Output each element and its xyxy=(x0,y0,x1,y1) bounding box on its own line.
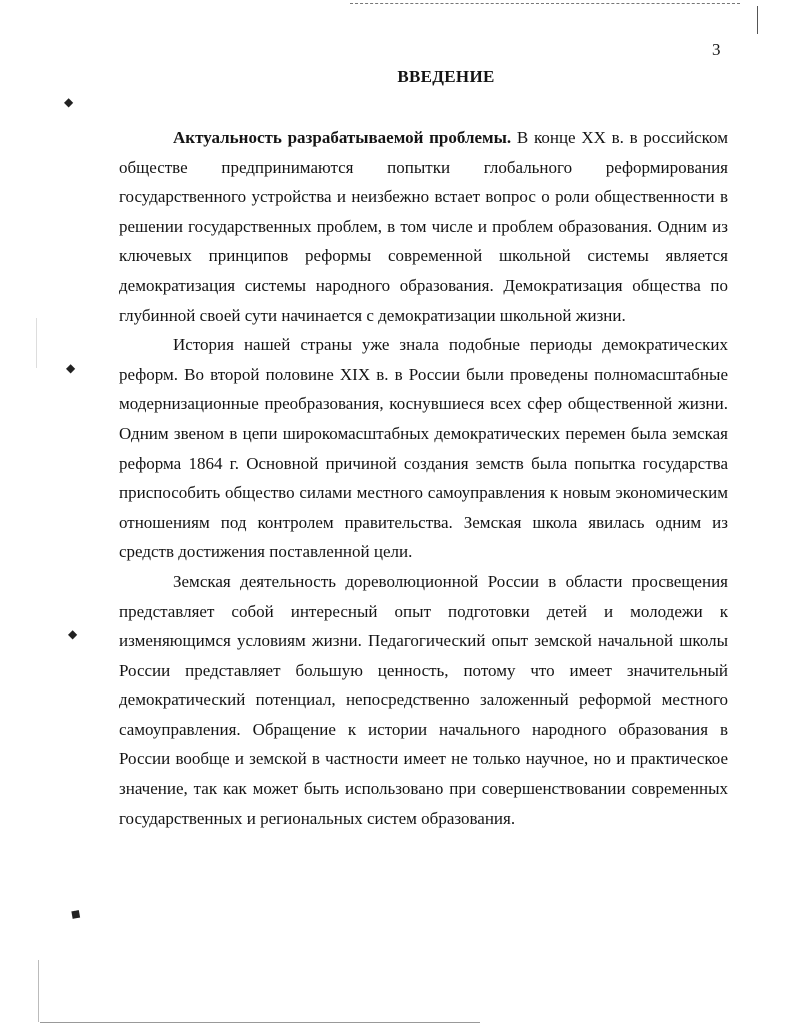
scan-edge-right xyxy=(757,6,758,34)
page-title: ВВЕДЕНИЕ xyxy=(397,67,495,86)
binder-hole-mark: ◆ xyxy=(68,627,78,641)
paragraph-3: Земская деятельность дореволюционной России в области просвещения представляет собой интересный опыт подготовки детей и молодежи к изменяющимся условиям жизни. Педагогический опыт земской начальной школы России представляет большую ценность, потому что имеет значительный демократический потенциал, непосредственно заложенный реформой местного самоуправления. Обращение к истории начального народного образования в России вообще и земской в частности имеет не только научное, но и практическое значение, так как может быть использовано при совершенствовании современных государственных и региональных систем образования. xyxy=(119,571,728,828)
paragraph-lead: Актуальность разрабатываемой проблемы. xyxy=(173,128,512,147)
paragraph-text: В конце XX в. в российском обществе предпринимаются попытки глобального реформирования государственного устройства и неизбежно встает вопрос о роли общественности в решении государственных проблем, в том числе и проблем образования. Одним из ключевых принципов реформы современной школьной системы является демократизация системы народного образования. Демократизация общества по глубинной своей сути начинается с демократизации школьной жизни. xyxy=(119,128,728,325)
scan-edge-bottom xyxy=(40,1022,480,1023)
document-body xyxy=(119,123,728,833)
scan-edge-top xyxy=(350,3,740,4)
paragraph-2: История нашей страны уже знала подобные периоды демократических реформ. Во второй половине XIX в. в России были проведены полномасштабные модернизационные преобразования, коснувшиеся всех сфер общественной жизни. Одним звеном в цепи широкомасштабных демократических перемен была земская реформа 1864 г. Основной причиной создания земств была попытка государства приспособить общество силами местного самоуправления к новым экономическим отношениям под контролем правительства. Земская школа явилась одним из средств достижения поставленной цели. xyxy=(119,335,728,562)
binder-hole-mark: ◆ xyxy=(64,95,74,109)
scan-edge-left-upper xyxy=(36,318,37,368)
binder-hole-mark: ◆ xyxy=(66,361,76,375)
scan-edge-left-lower xyxy=(38,960,39,1022)
binder-hole-mark: ◆ xyxy=(66,905,85,924)
paragraph-1 xyxy=(119,123,728,330)
page-number: 3 xyxy=(712,40,721,59)
